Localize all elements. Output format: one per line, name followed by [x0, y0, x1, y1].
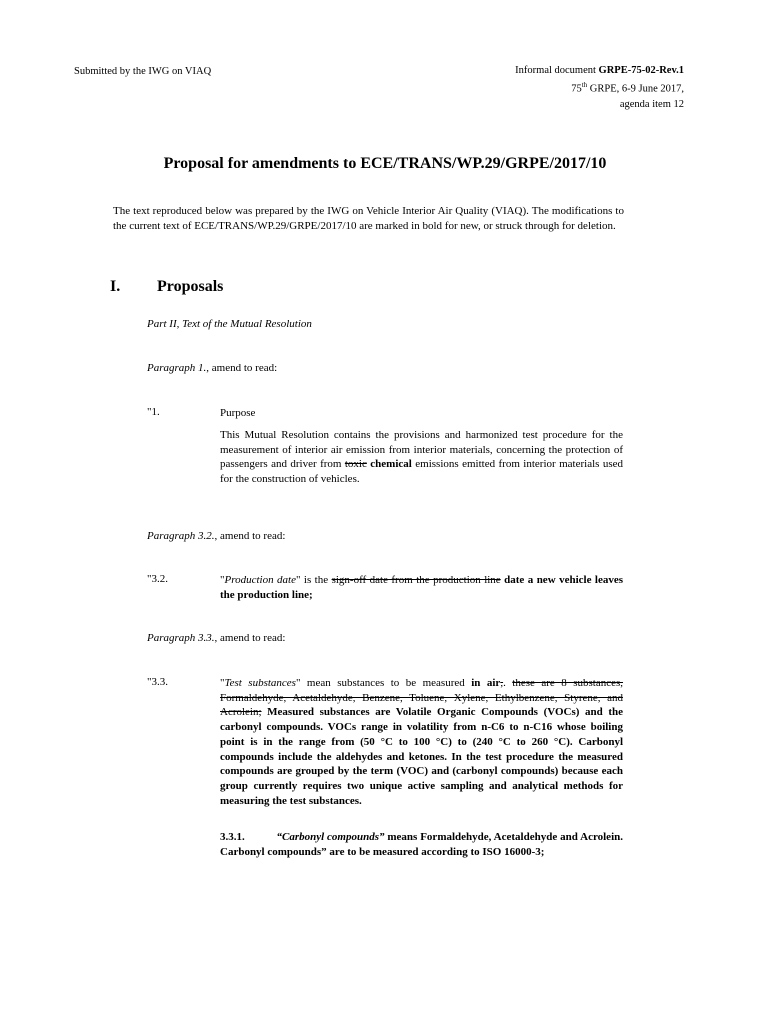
deleted-text: ,	[500, 677, 504, 689]
paragraph-3-3-1-text	[220, 830, 623, 859]
punctuation: .	[503, 677, 513, 689]
sub-paragraph-number: 3.3.1.	[220, 831, 245, 843]
open-quote: "	[220, 574, 225, 586]
defined-term: Test substances	[224, 677, 296, 689]
added-text: chemical	[366, 458, 412, 471]
sub-definition: means Formaldehyde, Acetaldehyde and Acrolein. Carbonyl compounds” are to be measured according to ISO 16000-3;	[220, 831, 623, 858]
paragraph-3-3-label-ref: Paragraph 3.3.	[147, 632, 215, 644]
paragraph-1-text-a: This Mutual Resolution contains the provisions and harmonized test procedure for the measurement of interior air emission from interior materials, concerning the protection of passengers and driver from	[220, 429, 623, 471]
sub-defined-term: “Carbonyl compounds”	[276, 831, 385, 843]
session-number: 75	[571, 83, 582, 95]
paragraph-3-3-label-action: , amend to read:	[214, 632, 286, 644]
page-title: Proposal for amendments to ECE/TRANS/WP.29/GRPE/2017/10	[163, 155, 607, 172]
part-label: Part II, Text of the Mutual Resolution	[147, 318, 312, 330]
added-text: in air	[471, 677, 501, 689]
doc-id: GRPE-75-02-Rev.1	[598, 65, 684, 76]
deleted-text: sign-off date from the production line	[331, 574, 501, 586]
paragraph-1-text-b: emissions emitted from interior materials used for the construction of vehicles.	[220, 458, 623, 486]
paragraph-1-label-ref: Paragraph 1.	[147, 362, 207, 374]
paragraph-1-text	[220, 428, 623, 487]
intro-paragraph: The text reproduced below was prepared by the IWG on Vehicle Interior Air Quality (VIAQ). The modifications to the current text of ECE/TRANS/WP.29/GRPE/2017/10 are marked in bold for new, or struck through for deletion.	[113, 205, 624, 232]
document-reference	[515, 63, 684, 112]
paragraph-1-heading: Purpose	[220, 407, 256, 419]
paragraph-3-2-label-action: , amend to read:	[214, 530, 286, 542]
open-quote: "	[220, 677, 225, 689]
session-suffix: th	[581, 81, 588, 89]
defined-term: Production date	[224, 574, 296, 586]
section-title: Proposals	[157, 278, 224, 295]
paragraph-3-3-number: "3.3.	[147, 676, 168, 688]
deleted-text: toxic	[344, 458, 367, 471]
definition-lead: " is the	[295, 574, 332, 586]
doc-prefix: Informal document	[515, 65, 599, 76]
deleted-text: these are 8 substances, Formaldehyde, Acetaldehyde, Benzene, Toluene, Xylene, Ethylbenzene, Styrene, and Acrolein;	[220, 677, 624, 719]
added-text: date a new vehicle leaves the production line;	[220, 574, 623, 601]
submitter-note: Submitted by the IWG on VIAQ	[74, 66, 212, 77]
agenda-item: agenda item 12	[619, 98, 684, 110]
session-details: GRPE, 6-9 June 2017,	[587, 83, 684, 95]
paragraph-3-2-number: "3.2.	[147, 573, 168, 585]
definition-lead: " mean substances to be measured	[295, 677, 472, 689]
paragraph-3-3-text	[220, 676, 623, 808]
paragraph-3-2-label-ref: Paragraph 3.2.	[147, 530, 215, 542]
paragraph-3-2-text	[220, 573, 623, 602]
paragraph-1-label	[147, 362, 277, 374]
section-number: I.	[110, 278, 121, 295]
paragraph-1-label-action: , amend to read:	[206, 362, 278, 374]
paragraph-3-3-label	[147, 632, 285, 644]
paragraph-3-2-label	[147, 530, 285, 542]
paragraph-1-number: "1.	[147, 406, 160, 418]
added-text: Measured substances are Volatile Organic Compounds (VOCs) and the carbonyl compounds. VOCs range in volatility from n-C6 to n-C16 whose boiling point is in the range from (50 °C to 100 °C) to (240 °C to 260 °C). Carbonyl compounds include the aldehydes and ketones. In the test procedure the measured compounds are grouped by the term (VOC) and (carbonyl compounds) because each group currently requires two unique active sampling and analytical methods for measuring the test substances.	[220, 706, 623, 807]
